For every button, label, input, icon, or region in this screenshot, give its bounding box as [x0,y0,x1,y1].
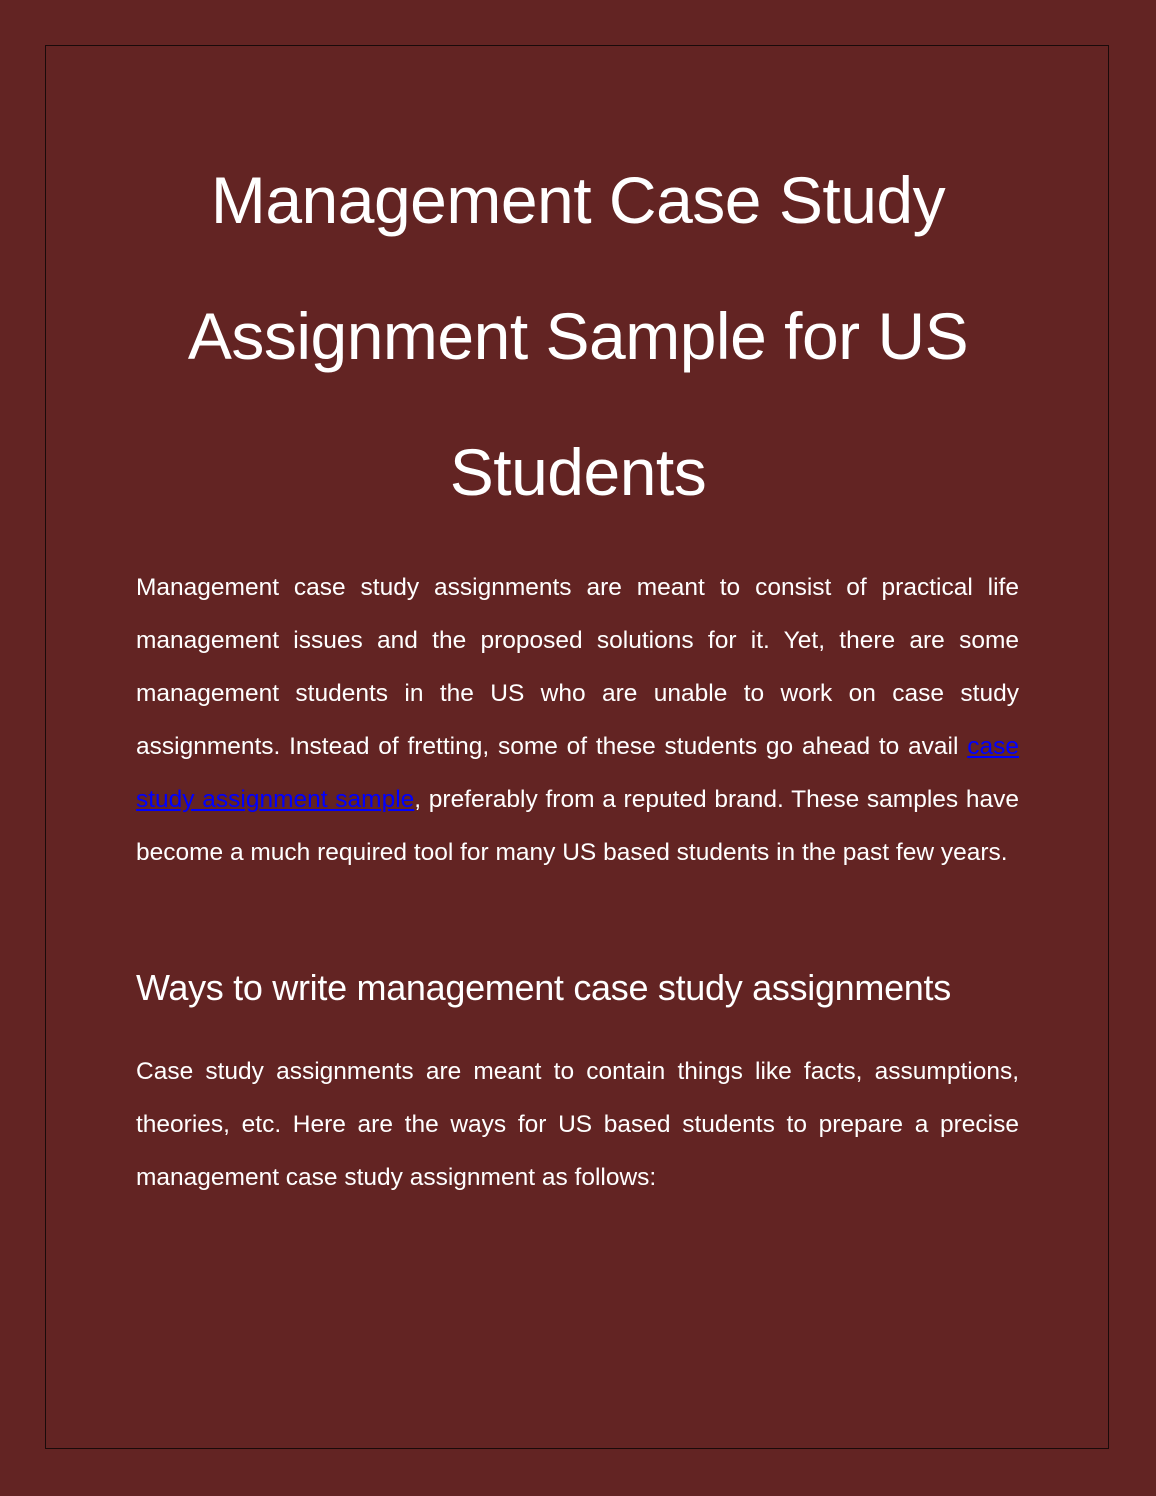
case-study-sample-link[interactable]: case study assignment sample [136,733,1019,813]
document-title: Management Case Study Assignment Sample for US Students [187,163,969,509]
intro-text-after-link: , preferably from a reputed brand. These samples have become a much required tool for many US based students in the past few years. [136,786,1019,866]
section-paragraph: Case study assignments are meant to contain things like facts, assumptions, theories, etc. Here are the ways for US based students to prepare a precise management case study assignment as follows: [136,1058,1019,1191]
intro-paragraph [136,561,1019,879]
section-heading: Ways to write management case study assignments [136,967,951,1008]
intro-text-before-link: Management case study assignments are meant to consist of practical life management issues and the proposed solutions for it. Yet, there are some management students in the US who are unable to work on case study assignments. Instead of fretting, some of these students go ahead to avail [136,574,1019,760]
